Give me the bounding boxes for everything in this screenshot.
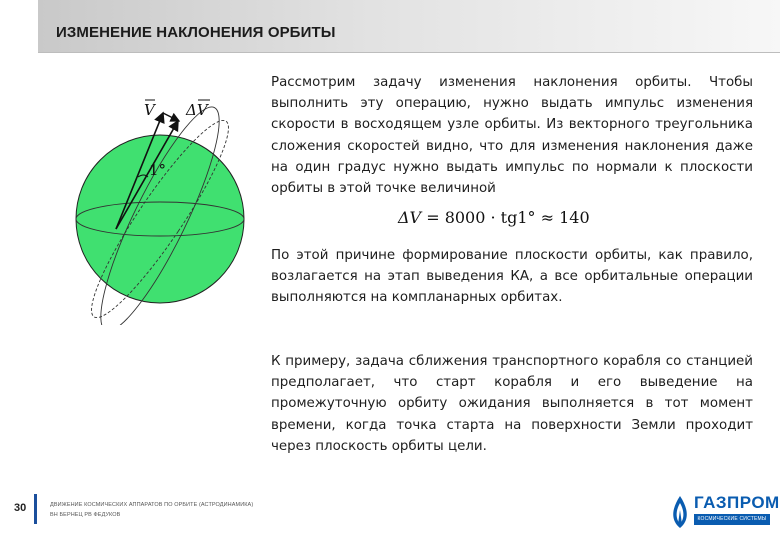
paragraph-rendezvous-example: К примеру, задача сближения транспортного корабля со станцией предполагает, что старт корабля и его выведение на промежуточную орбиту ожидания выполняется в тот момент времени, когда точка старта на поверхности Земли проходит через плоскость орбиты цели. [271,354,753,454]
page-number: 30 [14,502,27,514]
delta-velocity-vector [163,113,179,121]
paragraph-inclination-task: Рассмотрим задачу изменения наклонения орбиты. Чтобы выполнить эту операцию, нужно выдать импульс изменения скорости в восходящем узле орбиты. Из векторного треугольника сложения скоростей видно, что для изменения наклонения даже на один градус нужно выдать импульс по нормали к плоскости орбиты в этой точке величиной [271,75,753,197]
delta-velocity-label: ΔV [186,101,208,119]
paragraph-coplanar-orbits: По этой причине формирование плоскости орбиты, как правило, возлагается на этап выведения КА, а все орбитальные операции выполняются на компланарных орбитах. [271,248,753,306]
velocity-label: V [144,101,155,119]
footer-authors: ВН БЕРНЕЦ РВ ФЕДУКОВ [50,512,121,518]
footer-course-title: ДВИЖЕНИЕ КОСМИЧЕСКИХ АППАРАТОВ ПО ОРБИТЕ (АСТРОДИНАМИКА) [50,502,254,508]
formula-lhs: ΔV [398,208,422,227]
delta-v-formula [398,208,590,227]
orbit-inclination-figure [60,75,260,325]
formula-rhs: = 8000 · tg1° ≈ 140 [426,208,590,227]
angle-label: 1° [149,161,167,179]
footer-accent-bar [34,494,37,524]
logo-wordmark: ГАЗПРОМ [694,493,780,512]
header-divider [38,52,780,53]
slide-title: ИЗМЕНЕНИЕ НАКЛОНЕНИЯ ОРБИТЫ [56,24,336,41]
logo-tagline: КОСМИЧЕСКИЕ СИСТЕМЫ [694,514,770,525]
